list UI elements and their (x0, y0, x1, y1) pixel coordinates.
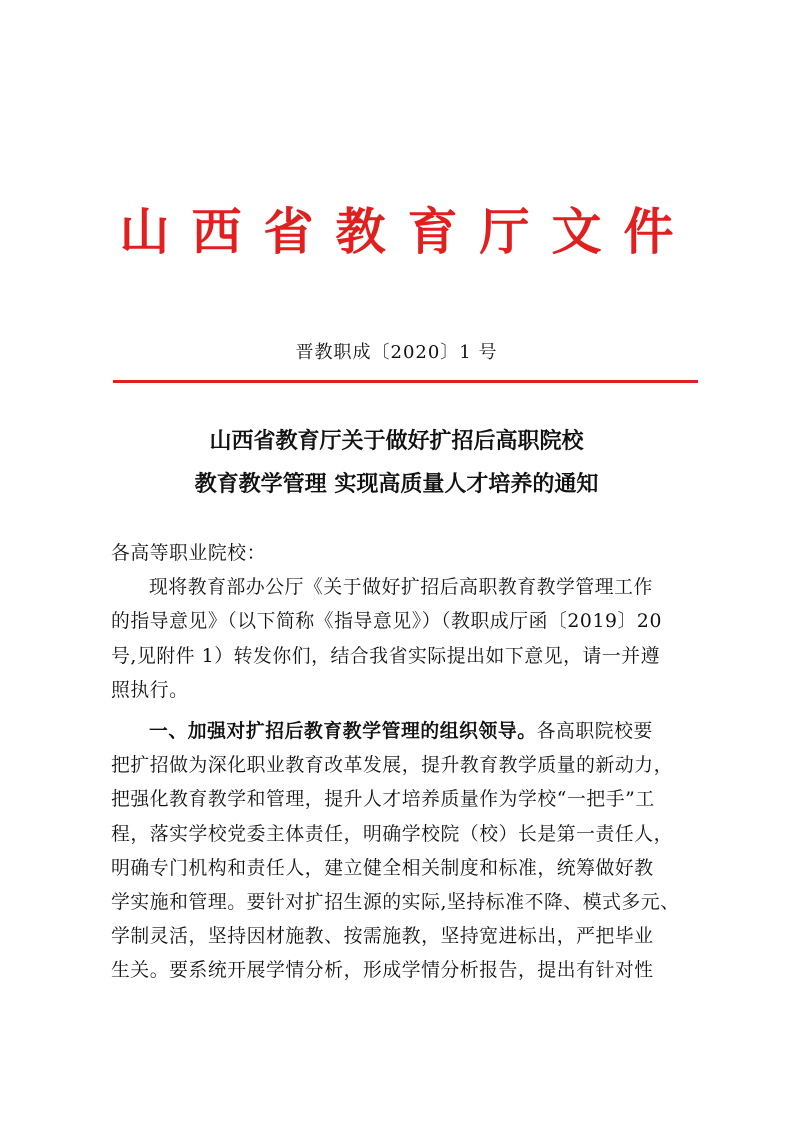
document-header-title: 山西省教育厅文件 (119, 203, 696, 261)
document-body (111, 537, 707, 988)
red-divider-line (113, 380, 698, 383)
section-1-line: 生关。要系统开展学情分析，形成学情分析报告，提出有针对性 (111, 960, 654, 982)
section-1-line: 把强化教育教学和管理，提升人才培养质量作为学校“一把手”工 (111, 789, 655, 811)
section-1-line: 学实施和管理。要针对扩招生源的实际,坚持标准不降、模式多元、 (111, 891, 680, 913)
section-1-line: 明确专门机构和责任人，建立健全相关制度和标准，统筹做好教 (111, 857, 654, 879)
section-1-first-line (111, 715, 707, 749)
section-1-line: 程，落实学校党委主体责任，明确学校院（校）长是第一责任人， (111, 823, 674, 845)
paragraph-1-line: 照执行。 (111, 679, 189, 701)
notice-title-line-2: 教育教学管理 实现高质量人才培养的通知 (194, 471, 599, 497)
section-1-first-line-tail: 各高职院校要 (536, 720, 653, 742)
notice-title-line-1: 山西省教育厅关于做好扩招后高职院校 (209, 428, 584, 454)
paragraph-1-line: 的指导意见》（以下简称《指导意见》）（教职成厅函〔2019〕20 (111, 611, 663, 633)
section-1-line: 把扩招做为深化职业教育改革发展，提升教育教学质量的新动力， (111, 755, 674, 777)
paragraph-1-line: 号,见附件 1）转发你们，结合我省实际提出如下意见，请一并遵 (111, 645, 660, 667)
notice-title (0, 420, 793, 506)
paragraph-1-line: 现将教育部办公厅《关于做好扩招后高职教育教学管理工作 (149, 577, 653, 599)
document-number: 晋教职成〔2020〕1 号 (295, 342, 498, 363)
section-1-line: 学制灵活，坚持因材施教、按需施教，坚持宽进标出，严把毕业 (111, 926, 654, 948)
section-1-heading: 一、加强对扩招后教育教学管理的组织领导。 (149, 720, 537, 742)
salutation: 各高等职业院校： (111, 543, 267, 564)
